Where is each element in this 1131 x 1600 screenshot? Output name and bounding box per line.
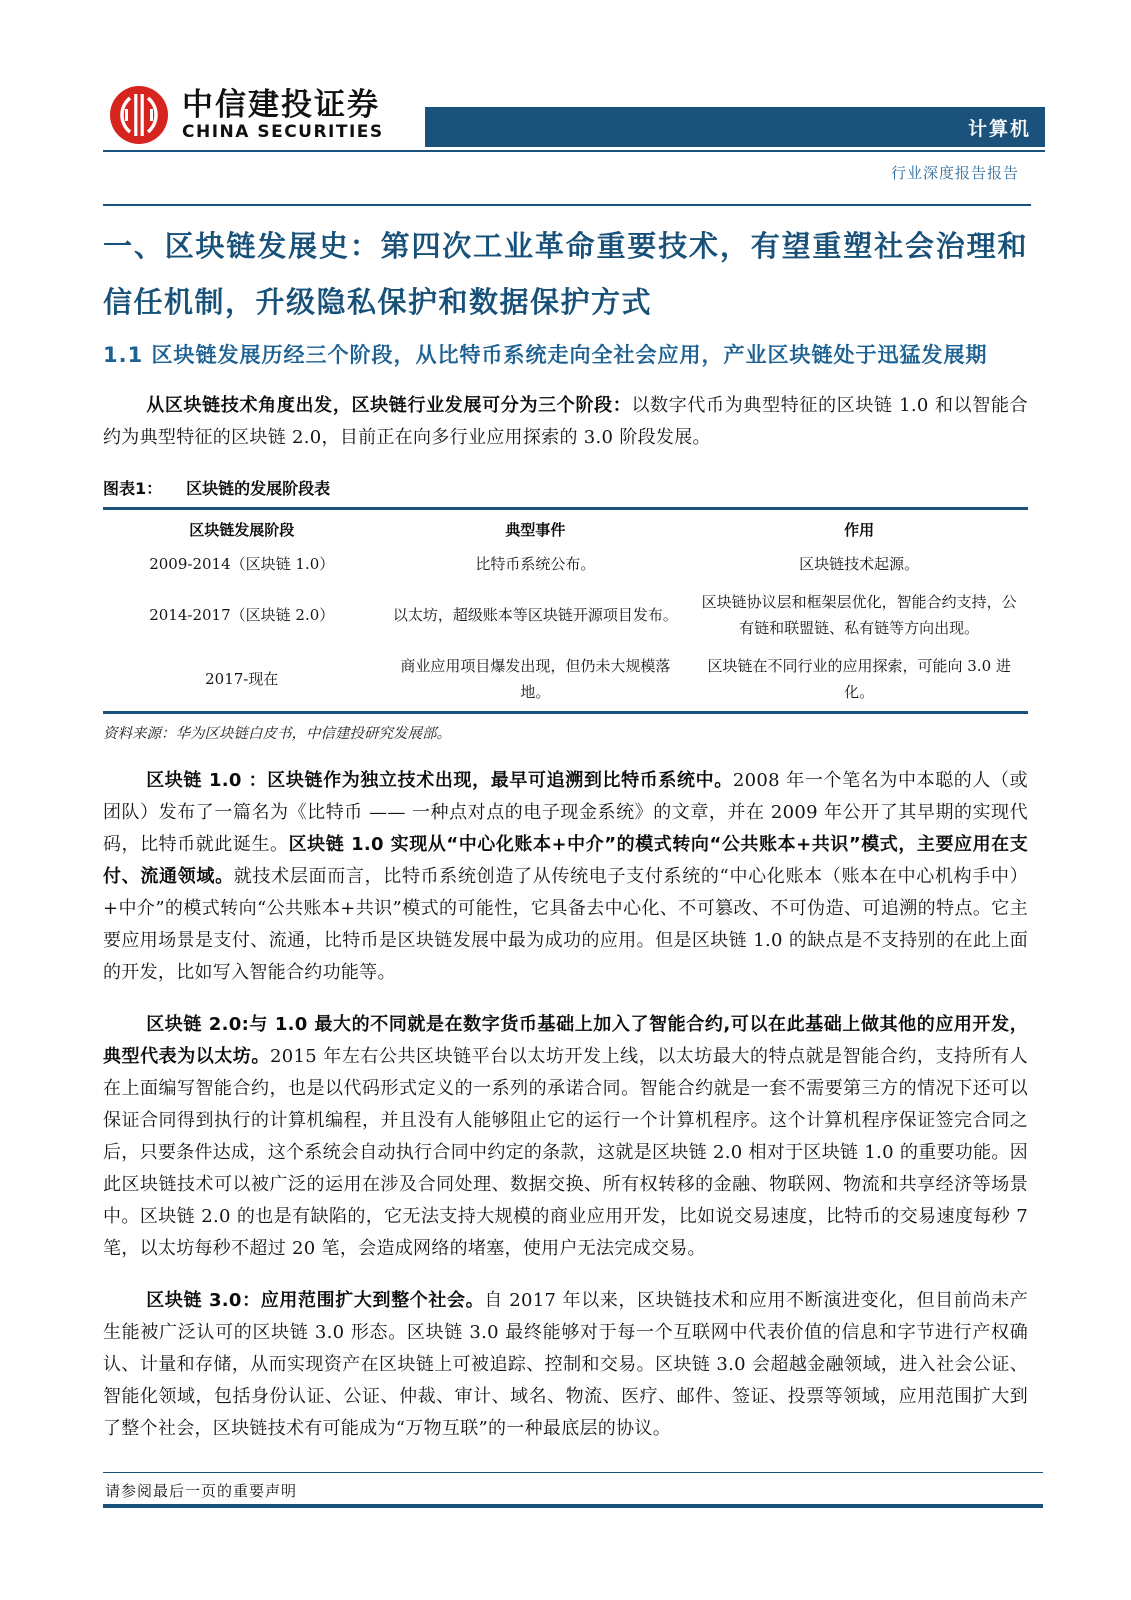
table-header-stage: 区块链发展阶段 — [189, 521, 295, 539]
brand-name-cn: 中信建投证券 — [182, 87, 380, 123]
industry-banner — [425, 107, 1045, 147]
p30-lead-bold: 区块链 3.0：应用范围扩大到整个社会。 — [146, 1290, 485, 1311]
table-cell: 比特币系统公布。 — [475, 555, 596, 573]
intro-text: 以数字代币为典型特征的区块链 1.0 和以智能合约为典型特征的区块链 2.0，目前正在向多行业应用探索的 3.0 阶段发展。 — [103, 395, 1028, 448]
table-source-note: 资料来源：华为区块链白皮书，中信建投研究发展部。 — [103, 726, 451, 742]
table-row — [103, 545, 1028, 583]
industry-banner-label: 计算机 — [967, 117, 1031, 140]
p20-text: 2015 年左右公共区块链平台以太坊开发上线，以太坊最大的特点就是智能合约，支持所有人在上面编写智能合约，也是以代码形式定义的一系列的承诺合同。智能合约就是一套不需要第三方的情况下还可以保证合同得到执行的计算机编程，并且没有人能够阻止它的运行一个计算机程序。这个计算机程序保证签完合同之后，只要条件达成，这个系统会自动执行合同中约定的条款，这就是区块链 2.0 相对于区块链 1.0 的重要功能。因此区块链技术可以被广泛的运用在涉及合同处理、数据交换、所有权转移的金融、物联网、物流和共享经济等场景中。区块链 2.0 的也是有缺陷的，它无法支持大规模的商业应用开发，比如说交易速度，比特币的交易速度每秒 7 笔，以太坊每秒不超过 20 笔，会造成网络的堵塞，使用户无法完成交易。 — [103, 1046, 1028, 1259]
brand-names — [182, 88, 384, 142]
brand-name-en: CHINA SECURITIES — [182, 122, 384, 142]
p10-text-a: 2008 年一个笔名为中本聪的人（或团队）发布了一篇名为《比特币 —— 一种点对点的电子现金系统》的文章，并在 2009 年公开了其早期的实现代码，比特币就此诞生。 — [103, 770, 1028, 855]
report-type-label: 行业深度报告报告 — [890, 164, 1019, 182]
table-cell: 2009-2014（区块链 1.0） — [149, 555, 335, 573]
section-heading: 一、区块链发展史：第四次工业革命重要技术，有望重塑社会治理和信任机制，升级隐私保护和数据保护方式 — [103, 229, 1028, 319]
header-divider-top — [103, 150, 1045, 152]
p10-mid-bold: 区块链 1.0 实现从“中心化账本+中介”的模式转向“公共账本+共识”模式，主要应用在支付、流通领域。 — [103, 834, 1028, 887]
paragraph-blockchain-3-0 — [103, 1285, 1028, 1445]
figure-caption — [103, 476, 1028, 499]
subsection-heading: 1.1 区块链发展历经三个阶段，从比特币系统走向全社会应用，产业区块链处于迅猛发展期 — [103, 343, 988, 367]
footer-divider-thin — [103, 1472, 1043, 1473]
table-header-row — [103, 509, 1028, 546]
table-cell: 区块链协议层和框架层优化，智能合约支持，公有链和联盟链、私有链等方向出现。 — [701, 593, 1017, 637]
table-header-effect: 作用 — [844, 521, 875, 539]
table-cell: 2014-2017（区块链 2.0） — [149, 606, 335, 624]
footer-divider-thick — [103, 1504, 1043, 1508]
brand-header — [108, 84, 384, 146]
blockchain-stages-table — [103, 507, 1028, 714]
table-cell: 以太坊，超级账本等区块链开源项目发布。 — [392, 606, 678, 624]
p10-text-b: 就技术层面而言，比特币系统创造了从传统电子支付系统的“中心化账本（账本在中心机构手中）+中介”的模式转向“公共账本+共识”模式的可能性，它具备去中心化、不可篡改、不可伪造、可追溯的特点。它主要应用场景是支付、流通，比特币是区块链发展中最为成功的应用。但是区块链 1.0 的缺点是不支持别的在此上面的开发，比如写入智能合约功能等。 — [103, 866, 1028, 983]
table-header-event: 典型事件 — [505, 521, 566, 539]
paragraph-blockchain-1-0 — [103, 765, 1028, 989]
table-row — [103, 583, 1028, 647]
intro-paragraph — [103, 390, 1028, 454]
footer-disclaimer: 请参阅最后一页的重要声明 — [105, 1482, 298, 1500]
table-cell: 区块链技术起源。 — [799, 555, 920, 573]
citic-logo-icon — [108, 84, 170, 146]
table-cell: 2017-现在 — [205, 670, 279, 688]
main-content — [103, 218, 1028, 1445]
table-cell: 区块链在不同行业的应用探索，可能向 3.0 进化。 — [707, 657, 1011, 701]
figure-caption-title: 区块链的发展阶段表 — [186, 479, 331, 498]
figure-caption-label: 图表1： — [103, 479, 163, 498]
p30-text: 自 2017 年以来，区块链技术和应用不断演进变化，但目前尚未产生能被广泛认可的区块链 3.0 形态。区块链 3.0 最终能够对于每一个互联网中代表价值的信息和字节进行产权确认、计量和存储，从而实现资产在区块链上可被追踪、控制和交易。区块链 3.0 会超越金融领域，进入社会公证、智能化领域，包括身份认证、公证、仲裁、审计、域名、物流、医疗、邮件、签证、投票等领域，应用范围扩大到了整个社会，区块链技术有可能成为“万物互联”的一种最底层的协议。 — [103, 1290, 1028, 1439]
intro-lead-bold: 从区块链技术角度出发，区块链行业发展可分为三个阶段： — [146, 395, 632, 416]
header-divider-bottom — [103, 204, 1031, 206]
p20-lead-bold: 区块链 2.0:与 1.0 最大的不同就是在数字货币基础上加入了智能合约,可以在此基础上做其他的应用开发，典型代表为以太坊。 — [103, 1014, 1028, 1067]
paragraph-blockchain-2-0 — [103, 1009, 1028, 1265]
table-cell: 商业应用项目爆发出现，但仍未大规模落地。 — [400, 657, 671, 701]
table-row — [103, 647, 1028, 713]
p10-lead-bold: 区块链 1.0 ：区块链作为独立技术出现，最早可追溯到比特币系统中。 — [146, 770, 733, 791]
